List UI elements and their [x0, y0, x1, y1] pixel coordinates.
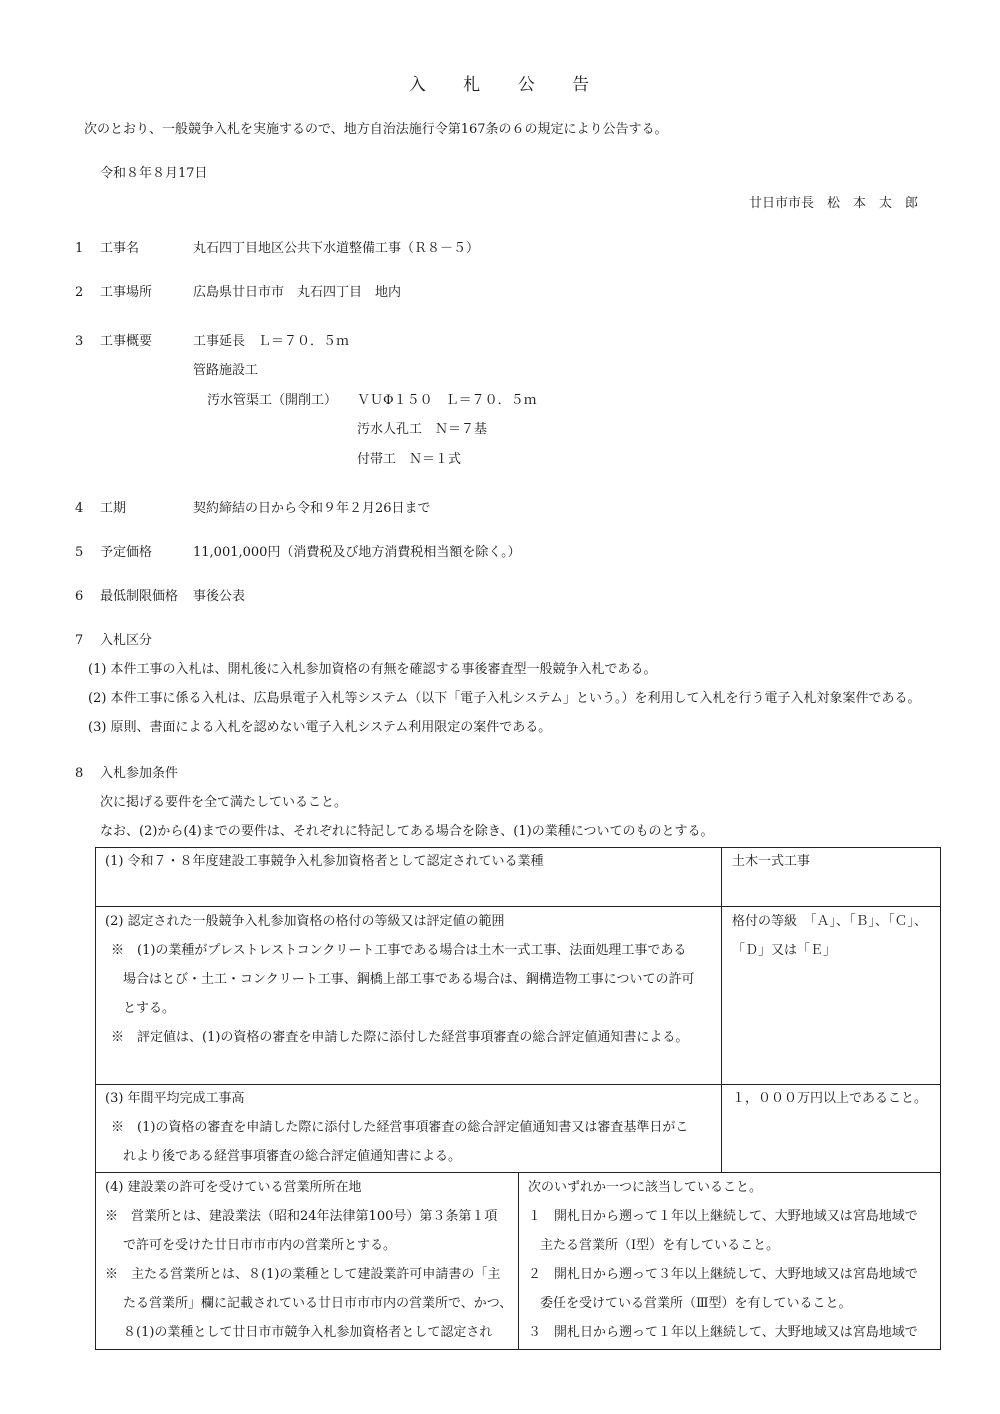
item-3-line: 付帯工 Ｎ＝１式	[357, 452, 462, 467]
item-8-line: 次に掲げる要件を全て満たしていること。	[100, 795, 348, 810]
table-col-divider	[518, 1172, 519, 1350]
cell-text: ３ 開札日から遡って１年以上継続して、大野地域又は宮島地域で	[528, 1325, 918, 1340]
cell-text: 場合はとび・土工・コンクリート工事、鋼橋上部工事である場合は、鋼構造物工事についての許可	[123, 972, 695, 987]
item-7-sub: (1) 本件工事の入札は、開札後に入札参加資格の有無を確認する事後審査型一般競争入札である。	[88, 662, 657, 677]
requirements-table	[95, 847, 941, 1350]
cell-text: ※ 営業所とは、建設業法（昭和24年法律第100号）第３条第１項	[105, 1209, 498, 1224]
cell-text: とする。	[123, 1001, 176, 1016]
cell-text: (2) 認定された一般競争入札参加資格の格付の等級又は評定値の範囲	[105, 914, 505, 929]
table-row-divider	[95, 906, 941, 907]
table-border-right	[940, 847, 941, 1350]
cell-text: (3) 年間平均完成工事高	[105, 1091, 245, 1106]
cell-text: 委任を受けている営業所（Ⅲ型）を有していること。	[540, 1296, 852, 1311]
table-row-divider	[95, 1084, 941, 1085]
cell-text: で許可を受けた廿日市市市内の営業所とする。	[123, 1238, 397, 1253]
cell-text: 主たる営業所（Ⅰ型）を有していること。	[540, 1238, 780, 1253]
item-8-line: なお、(2)から(4)までの要件は、それぞれに特記してある場合を除き、(1)の業種についてのものとする。	[100, 824, 714, 839]
cell-text: ※ 主たる営業所とは、８(1)の業種として建設業許可申請書の「主	[105, 1267, 501, 1282]
cell-text: ※ (1)の業種がプレストレストコンクリート工事である場合は土木一式工事、法面処理工事である	[111, 943, 687, 958]
cell-text: ８(1)の業種として廿日市市競争入札参加資格者として認定され	[123, 1325, 493, 1340]
item-5-label: 予定価格	[100, 545, 153, 560]
item-1-number: 1	[75, 241, 84, 256]
cell-text: 次のいずれか一つに該当していること。	[528, 1180, 763, 1195]
title-char: 公	[517, 75, 537, 95]
cell-text: 土木一式工事	[732, 854, 811, 869]
table-border-top	[95, 847, 941, 848]
cell-text: (4) 建設業の許可を受けている営業所所在地	[105, 1180, 362, 1195]
item-2-number: 2	[75, 285, 84, 300]
item-8-label: 入札参加条件	[100, 766, 179, 781]
item-7-sub: (2) 本件工事に係る入札は、広島県電子入札等システム（以下「電子入札システム」という。）を利用して入札を行う電子入札対象案件である。	[88, 691, 921, 706]
item-3-label: 工事概要	[100, 334, 153, 349]
cell-text: ※ (1)の資格の審査を申請した際に添付した経営事項審査の総合評定値通知書又は審査基準日がこ	[111, 1120, 689, 1135]
cell-text: (1) 令和７・８年度建設工事競争入札参加資格者として認定されている業種	[105, 854, 544, 869]
cell-text: 格付の等級 「Ａ」、「Ｂ」、「Ｃ」、	[732, 914, 928, 929]
item-8-number: 8	[75, 766, 84, 781]
cell-text: １ 開札日から遡って１年以上継続して、大野地域又は宮島地域で	[528, 1209, 918, 1224]
table-border-left	[95, 847, 96, 1350]
cell-text: ２ 開札日から遡って３年以上継続して、大野地域又は宮島地域で	[528, 1267, 918, 1282]
cell-text: ※ 評定値は、(1)の資格の審査を申請した際に添付した経営事項審査の総合評定値通知書による。	[111, 1030, 689, 1045]
item-3-number: 3	[75, 334, 84, 349]
item-3-line: 管路施設工	[193, 363, 259, 378]
item-6-label: 最低制限価格	[100, 589, 179, 604]
cell-text: １，０００万円以上であること。	[732, 1091, 928, 1106]
item-7-number: 7	[75, 633, 84, 648]
item-2-label: 工事場所	[100, 285, 153, 300]
table-col-divider	[721, 847, 722, 1172]
item-7-label: 入札区分	[100, 633, 153, 648]
title-char: 入	[408, 75, 428, 95]
notice-date: 令和８年８月17日	[100, 166, 208, 181]
notice-title	[0, 76, 1000, 94]
item-7-sub: (3) 原則、書面による入札を認めない電子入札システム利用限定の案件である。	[88, 720, 552, 735]
issuer: 廿日市市長 松 本 太 郎	[748, 196, 918, 211]
item-1-label: 工事名	[100, 241, 140, 256]
item-6-value: 事後公表	[193, 589, 246, 604]
item-6-number: 6	[75, 589, 84, 604]
title-char: 告	[572, 75, 592, 95]
intro-text: 次のとおり、一般競争入札を実施するので、地方自治法施行令第167条の６の規定により公告する。	[84, 122, 668, 137]
item-2-value: 広島県廿日市市 丸石四丁目 地内	[193, 285, 402, 300]
item-1-value: 丸石四丁目地区公共下水道整備工事（Ｒ８－５）	[193, 241, 480, 256]
cell-text: たる営業所」欄に記載されている廿日市市市内の営業所で、かつ、	[123, 1296, 513, 1311]
item-5-value: 11,001,000円（消費税及び地方消費税相当額を除く。）	[193, 545, 521, 560]
cell-text: 「Ｄ」又は「Ｅ」	[732, 943, 837, 958]
item-4-number: 4	[75, 501, 84, 516]
item-4-value: 契約締結の日から令和９年２月26日まで	[193, 501, 431, 516]
item-3-line: 汚水管渠工（開削工）	[207, 393, 338, 408]
item-3-line: 汚水人孔工 Ｎ＝７基	[357, 422, 488, 437]
item-5-number: 5	[75, 545, 84, 560]
item-3-line: 工事延長 Ｌ＝７０．５ｍ	[193, 334, 350, 349]
title-char: 札	[463, 75, 483, 95]
cell-text: れより後である経営事項審査の総合評定値通知書による。	[123, 1149, 462, 1164]
item-4-label: 工期	[100, 501, 127, 516]
item-3-line: ＶＵΦ１５０ Ｌ＝７０．５ｍ	[357, 393, 537, 408]
